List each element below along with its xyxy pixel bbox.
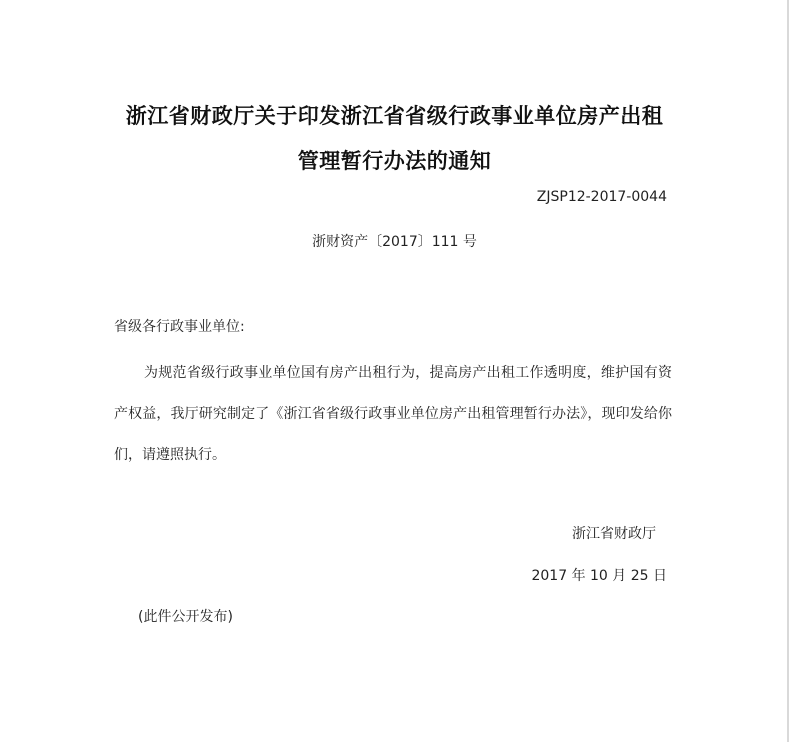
document-id: ZJSP12-2017-0044 [536, 189, 667, 205]
document-title-line-1: 浙江省财政厅关于印发浙江省省级行政事业单位房产出租 [125, 104, 664, 128]
document-number: 浙财资产〔2017〕111 号 [312, 234, 477, 250]
document-title-line-2: 管理暂行办法的通知 [297, 149, 492, 173]
body-paragraph: 为规范省级行政事业单位国有房产出租行为，提高房产出租工作透明度，维护国有资产权益，我厅研究制定了《浙江省省级行政事业单位房产出租管理暂行办法》，现印发给你们，请遵照执行。 [114, 365, 672, 463]
salutation: 省级各行政事业单位: [114, 319, 245, 335]
issue-date: 2017 年 10 月 25 日 [531, 568, 667, 584]
issuing-authority-signature: 浙江省财政厅 [572, 526, 656, 542]
disclosure-note: (此件公开发布) [138, 609, 233, 625]
